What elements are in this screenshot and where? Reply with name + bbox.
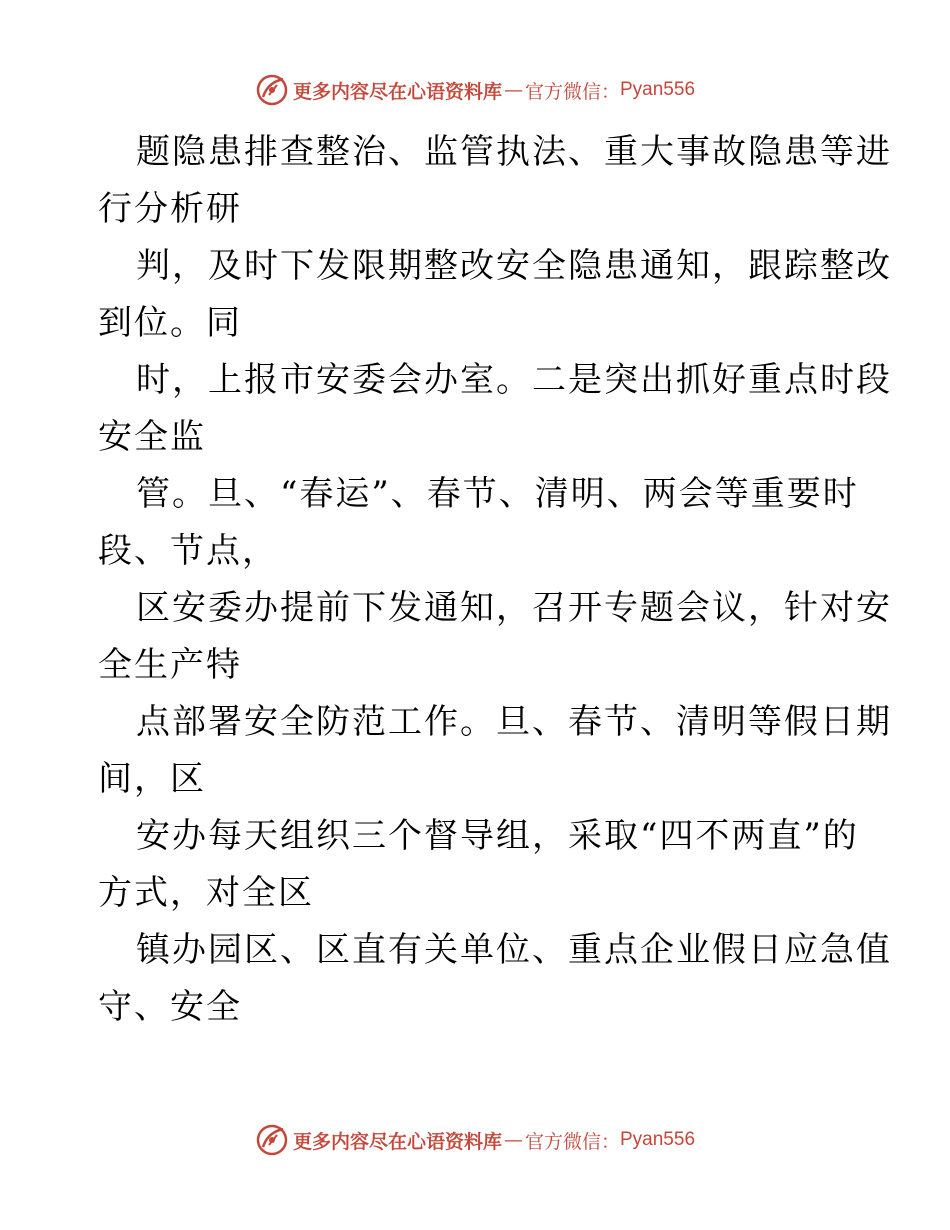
paragraph-line: 到位。同 bbox=[98, 303, 242, 343]
paragraph-line: 方式，对全区 bbox=[98, 873, 314, 913]
paragraph-line: 点部署安全防范工作。旦、春节、清明等假日期 bbox=[136, 702, 892, 742]
footer-banner bbox=[0, 1120, 950, 1160]
paragraph-1 bbox=[98, 124, 892, 238]
paragraph-line: 时，上报市安委会办室。二是突出抓好重点时段 bbox=[136, 360, 892, 400]
paragraph-line: 段、节点， bbox=[98, 531, 278, 571]
paragraph-line: 管。旦、“春运”、春节、清明、两会等重要时 bbox=[136, 474, 859, 514]
paragraph-7 bbox=[98, 808, 858, 922]
header-brand-text: 更多内容尽在心语资料库 bbox=[292, 80, 502, 103]
paragraph-line: 题隐患排查整治、监管执法、重大事故隐患等进 bbox=[136, 132, 892, 172]
brand-logo-icon bbox=[255, 73, 289, 107]
document-body bbox=[98, 124, 892, 1036]
paragraph-3 bbox=[98, 352, 892, 466]
footer-brand-text: 更多内容尽在心语资料库 bbox=[292, 1130, 502, 1153]
paragraph-line: 镇办园区、区直有关单位、重点企业假日应急值 bbox=[136, 930, 892, 970]
header-banner bbox=[0, 70, 950, 110]
paragraph-5 bbox=[98, 580, 892, 694]
paragraph-line: 全生产特 bbox=[98, 645, 242, 685]
header-dash: — bbox=[503, 79, 523, 101]
paragraph-line: 判，及时下发限期整改安全隐患通知，跟踪整改 bbox=[136, 246, 892, 286]
paragraph-line: 安全监 bbox=[98, 417, 206, 457]
footer-wechat-label: 官方微信： bbox=[524, 1130, 620, 1153]
brand-logo-icon bbox=[255, 1123, 289, 1157]
paragraph-line: 区安委办提前下发通知，召开专题会议，针对安 bbox=[136, 588, 892, 628]
header-wechat-id: Pyan556 bbox=[620, 79, 696, 100]
header-wechat-label: 官方微信： bbox=[524, 80, 620, 103]
footer-dash: — bbox=[503, 1129, 523, 1151]
footer-wechat-id: Pyan556 bbox=[620, 1129, 696, 1150]
paragraph-6 bbox=[98, 694, 892, 808]
paragraph-line: 行分析研 bbox=[98, 189, 242, 229]
paragraph-line: 间，区 bbox=[98, 759, 206, 799]
paragraph-line: 安办每天组织三个督导组，采取“四不两直”的 bbox=[136, 816, 859, 856]
paragraph-line: 守、安全 bbox=[98, 987, 242, 1027]
paragraph-4 bbox=[98, 466, 858, 580]
paragraph-2 bbox=[98, 238, 892, 352]
paragraph-8 bbox=[98, 922, 892, 1036]
